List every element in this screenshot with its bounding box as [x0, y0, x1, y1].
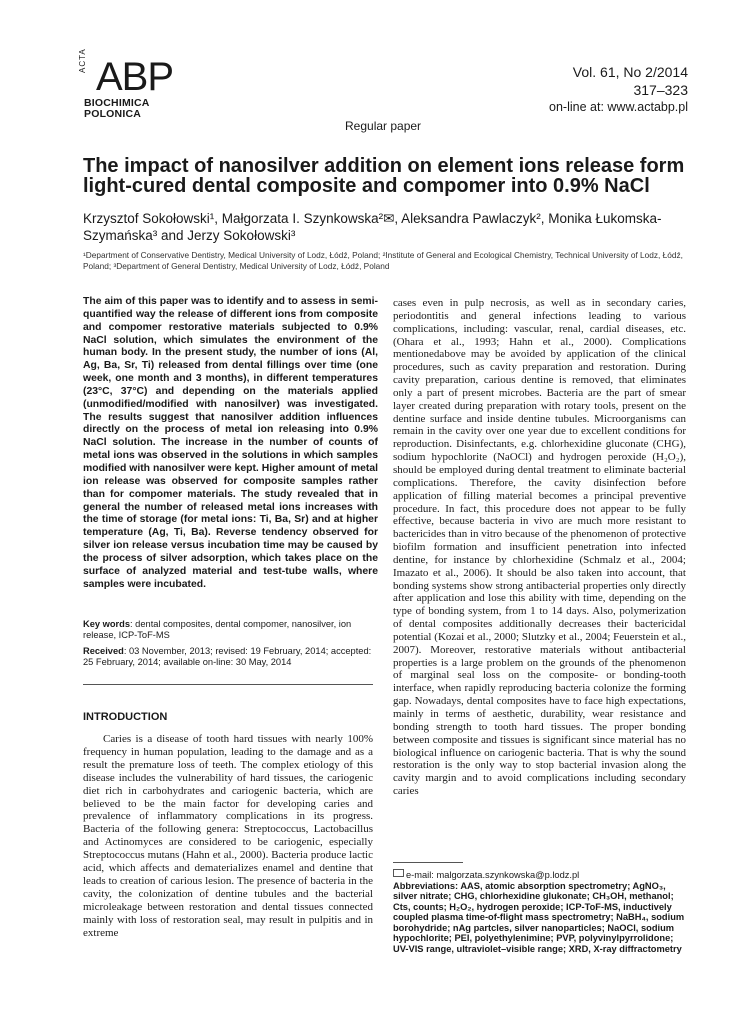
- online-link[interactable]: on-line at: www.actabp.pl: [549, 100, 688, 114]
- volume: Vol. 61, No 2/2014: [572, 64, 688, 80]
- logo-line-2: POLONICA: [84, 108, 142, 120]
- section-divider: [83, 684, 373, 685]
- logo-abp: ABP: [96, 55, 174, 99]
- page-range: 317–323: [633, 81, 688, 98]
- envelope-icon: [393, 869, 404, 877]
- logo-subtitle: [84, 98, 150, 120]
- email[interactable]: e-mail: malgorzata.szynkowska@p.lodz.pl: [406, 870, 580, 880]
- dates-label: Received: [83, 646, 124, 656]
- dates-text: : 03 November, 2013; revised: 19 February, 2014; accepted: 25 February, 2014; available on-line: 30 May, 2014: [83, 646, 372, 667]
- intro-paragraph: Caries is a disease of tooth hard tissues with nearly 100% frequency in human population, leading to the damage and as a result the premature loss of teeth. The complex etiology of this disease includes the vulnerability of hard tissues, the cariogenic diet rich in carbohydrates and cariogenic bacteria, which are believed to be the main factor for developing caries and prevalence of inflammatory complications in its progress. Bacteria of the following genera: Streptococcus, Lactobacillus and Actinomyces are considered to be cariogenic, especially Streptococcus mutans (Hahn et al., 2000). Bacteria produce lactic acid, which affects and dematerializes enamel and dentine that leads to creation of carious lesion. The presence of bacteria in the cavity, the colonization of dentine tubules and the bacterial microleakage between restoration and dental tissues connected mainly with loss of restoration seal, may result in pulpitis and in extreme: [83, 733, 373, 939]
- affiliations: ¹Department of Conservative Dentistry, Medical University of Lodz, Łódź, Poland; ²Institute of General and Ecological Chemistry, Technical University of Lodz, Łódź, Poland; ³Department of General Dentistry, Medical University of Lodz, Łódź, Poland: [83, 250, 683, 271]
- abbreviations: [393, 881, 688, 955]
- authors: Krzysztof Sokołowski¹, Małgorzata I. Szynkowska²✉, Aleksandra Pawlaczyk², Monika Łukomska-Szymańska³ and Jerzy Sokołowski³: [83, 211, 662, 243]
- journal-logo: [78, 48, 174, 122]
- paper-type: Regular paper: [345, 119, 422, 133]
- keywords: [83, 619, 378, 641]
- intro-heading: INTRODUCTION: [83, 711, 168, 723]
- footnote: [393, 869, 688, 954]
- abstract: The aim of this paper was to identify and to assess in semi-quantified way the release of different ions from composite and compomer restorative materials subjected to 0.9% NaCl solution, which simulates the environment of the human body. In the present study, the number of ions (Al, Ag, Ba, Sr, Ti) released from dental fillings over time (one week, one month and 3 months), in different temperatures (23°C, 37°C) and depending on the materials applied (unmodified/modified with nanosilver) was investigated. The results suggest that nanosilver addition influences directly on the process of metal ion releasing into 0.9% NaCl solution. The increase in the number of counts of metal ions was observed in the solutions in which samples modified with nanosilver were kept. Higher amount of metal ion release was observed for composite samples rather than for compomer materials. The study revealed that in general the number of released metal ions increases with the time of storage (for metal ions: Ti, Ba, Sr) and at higher temperature (Ag, Ti, Ba). Reverse tendency observed for silver ion release versus incubation time may be caused by the process of silver adsorption, which takes place on the surface of analyzed material and test-tube walls, where samples were incubated.: [83, 296, 378, 590]
- issue-info: [549, 64, 688, 117]
- logo-acta: ACTA: [78, 48, 87, 73]
- keywords-text: : dental composites, dental compomer, nanosilver, ion release, ICP-ToF-MS: [83, 619, 352, 640]
- right-column-text: cases even in pulp necrosis, as well as in secondary caries, periodontitis and general infections leading to various complications, including: vascular, renal, cardial diseases, etc. (Ohara et al., 1993; Hahn et al., 2000). Complications mentionedabove may be avoided by application of the clinical procedures, such as cavity preparation and restoration. During cavity preparation, carious dentine is removed, that eliminates only a part of present microbes. Bacteria are the part of smear layer created during preparation with rotary tools, present on the dentine surface and inside dentine tubules. Microorganisms can remain in the cavity over one year due to excellent conditions for reproduction. Disinfectants, e.g. chlorhexidine gluconate (CHG), sodium hypochlorite (NaOCl) and hydrogen peroxide (H₂O₂), should be employed during dental treatment to eliminate bacterial complications. Therefore, the cavity disinfection before application of filling material becomes a principal preventive procedure. In fact, this procedure does not appear to be fully effective, because bacteria in vivo are much more resistant to bactericides than in vitro because of the phenomenon of protective biofilm formation and insufficient penetration into infected dentine, for instance by chlorhexidine (Schmalz et al., 2004; Imazato et al., 2006). It should be also taken into account, that bonding systems show strong antibacterial properties only directly after application and lose this ability with time, depending on the type of bonding system, from 1 to 14 days. Also, polymerization of dental composites additionally decreases their bactericidal potential (Kozai et al., 2000; Slutzky et al., 2004; Feuerstein et al., 2007). Moreover, restorative materials without antibacterial properties is a large problem on the grounds of the phenomenon of marginal seal loss on the composite- or bonding-tooth interface, when rapidly reproducing bacteria colonize the forming gap. Nowadays, dental composites have to face high expectations, mainly in terms of aesthetic, durability, wear resistance and bonding strength to tooth hard tissues. The proper bonding between composite and tissues is significant since material has no biological influence on cariogenic bacteria. That is why the sound restoration is the only way to stop bacterial invasion along the cavity margin and to avoid complications including secondary caries: [393, 297, 686, 798]
- abbr-label: Abbreviations: [393, 880, 455, 891]
- keywords-label: Key words: [83, 619, 131, 629]
- logo-line-1: BIOCHIMICA: [84, 97, 150, 109]
- received-dates: [83, 646, 378, 668]
- email-line: [393, 869, 688, 881]
- footnote-divider: [393, 862, 463, 863]
- paper-title: The impact of nanosilver addition on element ions release form light-cured dental composite and compomer into 0.9% NaCl: [83, 155, 685, 197]
- abbr-text: : AAS, atomic absorption spectrometry; AgNO₃, silver nitrate; CHG, chlorhexidine glukonate; CH₃OH, methanol; Cts, counts; H₂O₂, hydrogen peroxide; ICP-ToF-MS, inductively coupled plasma time-of-flight mass spectrometry; NaBH₄, sodium borohydride; nAg partcles, silver nanoparticles; NaOCl, sodium hypochlorite; PEI, polyethylenimine; PVP, polyvinylpyrrolidone; UV-VIS range, ultraviolet–visible range; XRD, X-ray diffractometry: [393, 880, 685, 954]
